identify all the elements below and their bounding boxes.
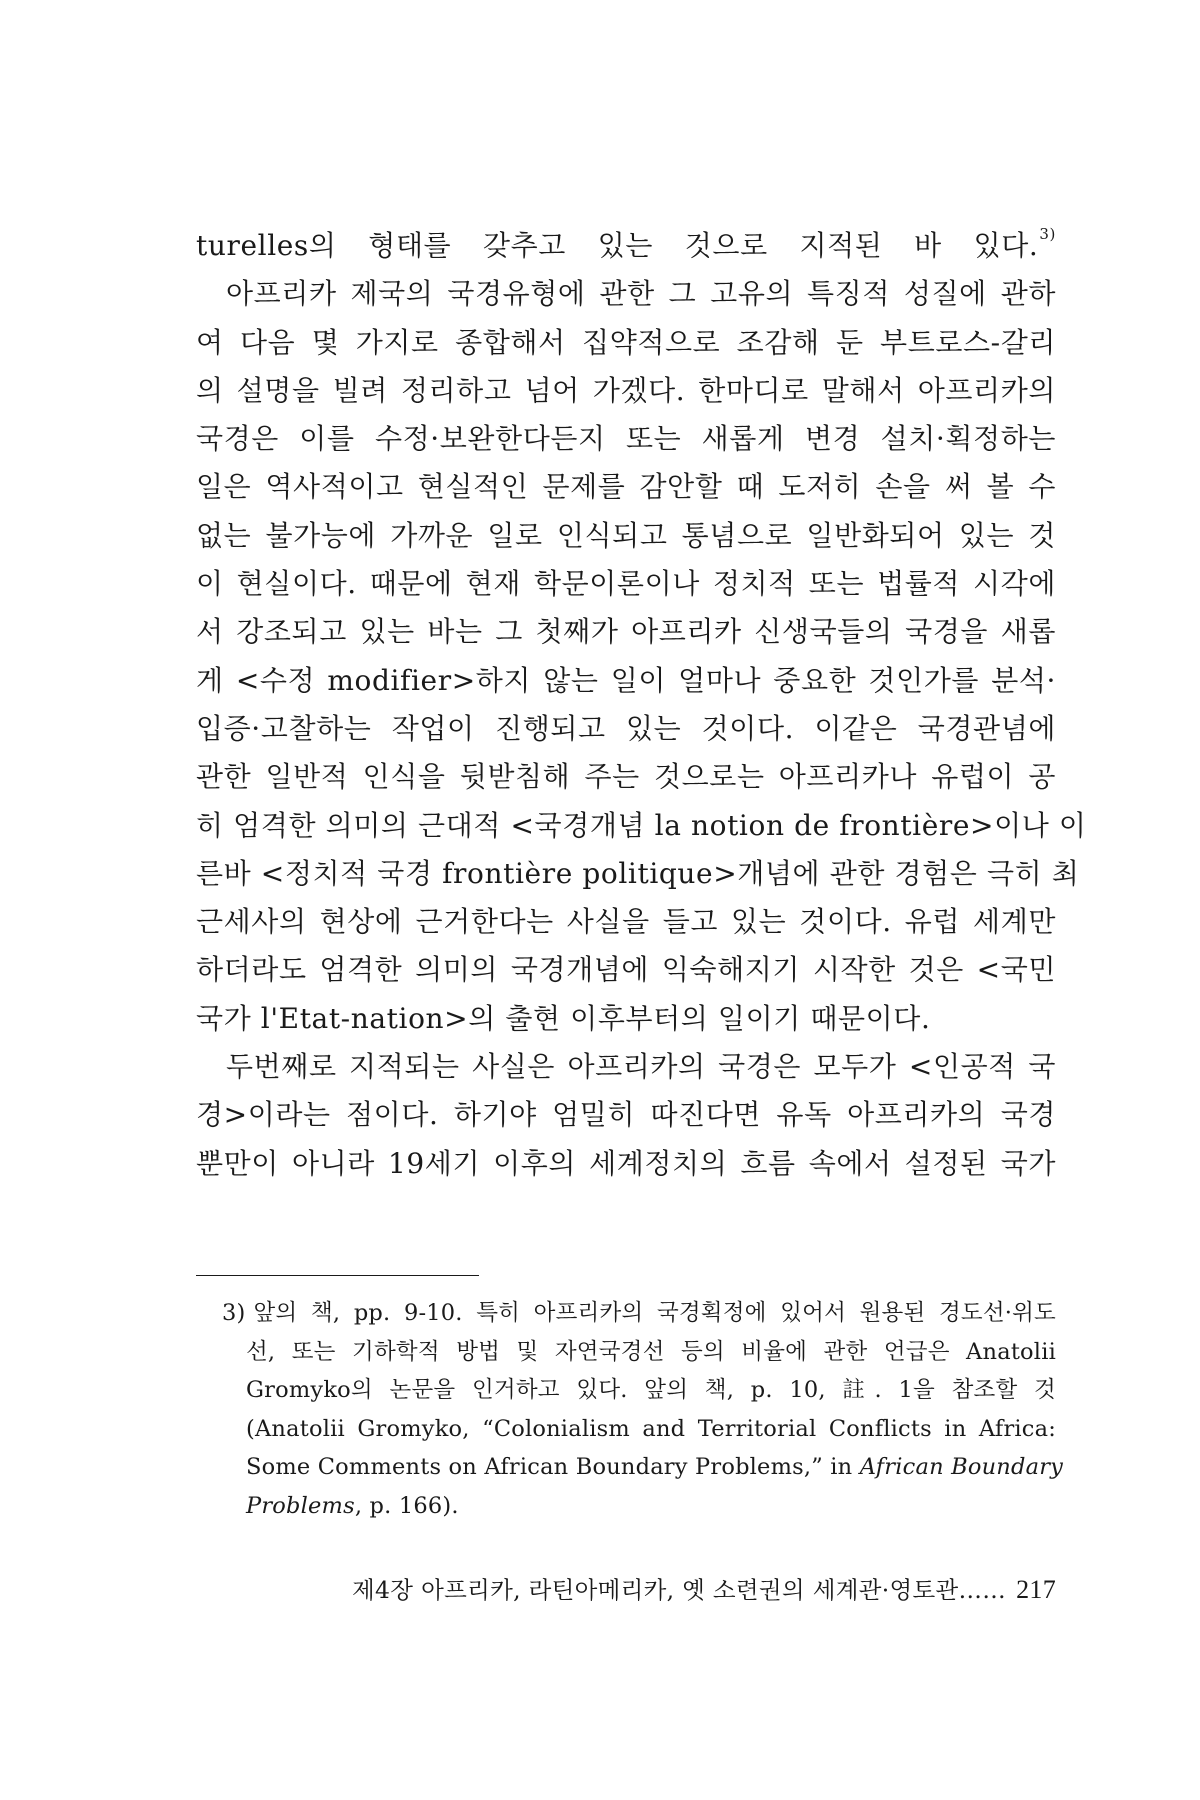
footnote-line [196,1294,1056,1333]
footnote-line: Gromyko의 논문을 인거하고 있다. 앞의 책, p. 10, 註. 1을 참조할 것 [246,1377,1056,1404]
paragraph-first-line: 두번째로 지적되는 사실은 아프리카의 국경은 모두가 <인공적 국 [226,1050,1056,1084]
footnote-line [196,1487,1056,1526]
body-line: 히 엄격한 의미의 근대적 <국경개념 la notion de frontière>이나 이 [196,808,1087,842]
body-line: 른바 <정치적 국경 frontière politique>개념에 관한 경험은 극히 최 [196,856,1080,890]
body-line: 서 강조되고 있는 바는 그 첫째가 아프리카 신생국들의 국경을 새롭 [196,615,1056,649]
footnote-text: 앞의 책, pp. 9-10. 특히 아프리카의 국경획정에 있어서 원용된 경도선·위도 [253,1300,1056,1326]
footnote-separator-rule [196,1275,479,1276]
body-line: 이 현실이다. 때문에 현재 학문이론이나 정치적 또는 법률적 시각에 [196,567,1056,601]
body-line: 없는 불가능에 가까운 일로 인식되고 통념으로 일반화되어 있는 것 [196,518,1056,552]
body-line: 여 다음 몇 가지로 종합해서 집약적으로 조감해 둔 부트로스-갈리 [196,325,1056,359]
body-line [196,222,1056,270]
body-line: 입증·고찰하는 작업이 진행되고 있는 것이다. 이같은 국경관념에 [196,711,1056,745]
body-line: 일은 역사적이고 현실적인 문제를 감안할 때 도저히 손을 써 볼 수 [196,470,1056,504]
footnote-text: Some Comments on African Boundary Problems,” in [246,1454,860,1481]
footnote-number: 3) [222,1300,246,1326]
body-line: 관한 일반적 인식을 뒷받침해 주는 것으로는 아프리카나 유럽이 공 [196,760,1056,794]
footnote-book-title: African Boundary [859,1454,1064,1481]
body-line: 뿐만이 아니라 19세기 이후의 세계정치의 흐름 속에서 설정된 국가 [196,1146,1056,1180]
body-line: 하더라도 엄격한 의미의 국경개념에 익숙해지기 시작한 것은 <국민 [196,953,1056,987]
body-line: 근세사의 현상에 근거한다는 사실을 들고 있는 것이다. 유럽 세계만 [196,905,1056,939]
body-line: 국경은 이를 수정·보완한다든지 또는 새롭게 변경 설치·획정하는 [196,422,1056,456]
footnote-text: , p. 166). [354,1492,459,1519]
body-line: 게 <수정 modifier>하지 않는 일이 얼마나 중요한 것인가를 분석· [196,663,1056,697]
chapter-running-head: 제4장 아프리카, 라틴아메리카, 옛 소련권의 세계관·영토관…… [352,1576,1007,1604]
footnote-line: 선, 또는 기하학적 방법 및 자연국경선 등의 비율에 관한 언급은 Anatolii [246,1338,1056,1365]
footnote-reference[interactable]: 3) [1039,224,1056,243]
paragraph-first-line: 아프리카 제국의 국경유형에 관한 그 고유의 특징적 성질에 관하 [226,277,1056,311]
footnote-line: (Anatolii Gromyko, “Colonialism and Territorial Conflicts in Africa: [246,1415,1056,1442]
running-footer [294,1573,1056,1607]
body-text [196,222,1087,1188]
body-line: 경>이라는 점이다. 하기야 엄밀히 따진다면 유독 아프리카의 국경 [196,1098,1056,1132]
paragraph-last-line: 국가 l'Etat-nation>의 출현 이후부터의 일이기 때문이다. [196,1001,931,1035]
footnote [196,1294,1064,1526]
body-line-text: turelles의 형태를 갖추고 있는 것으로 지적된 바 있다. [196,229,1039,262]
body-line: 의 설명을 빌려 정리하고 넘어 가겠다. 한마디로 말해서 아프리카의 [196,373,1056,407]
page-number: 217 [1016,1575,1056,1604]
footnote-book-title: Problems [246,1492,355,1519]
footnote-line [196,1448,1064,1487]
